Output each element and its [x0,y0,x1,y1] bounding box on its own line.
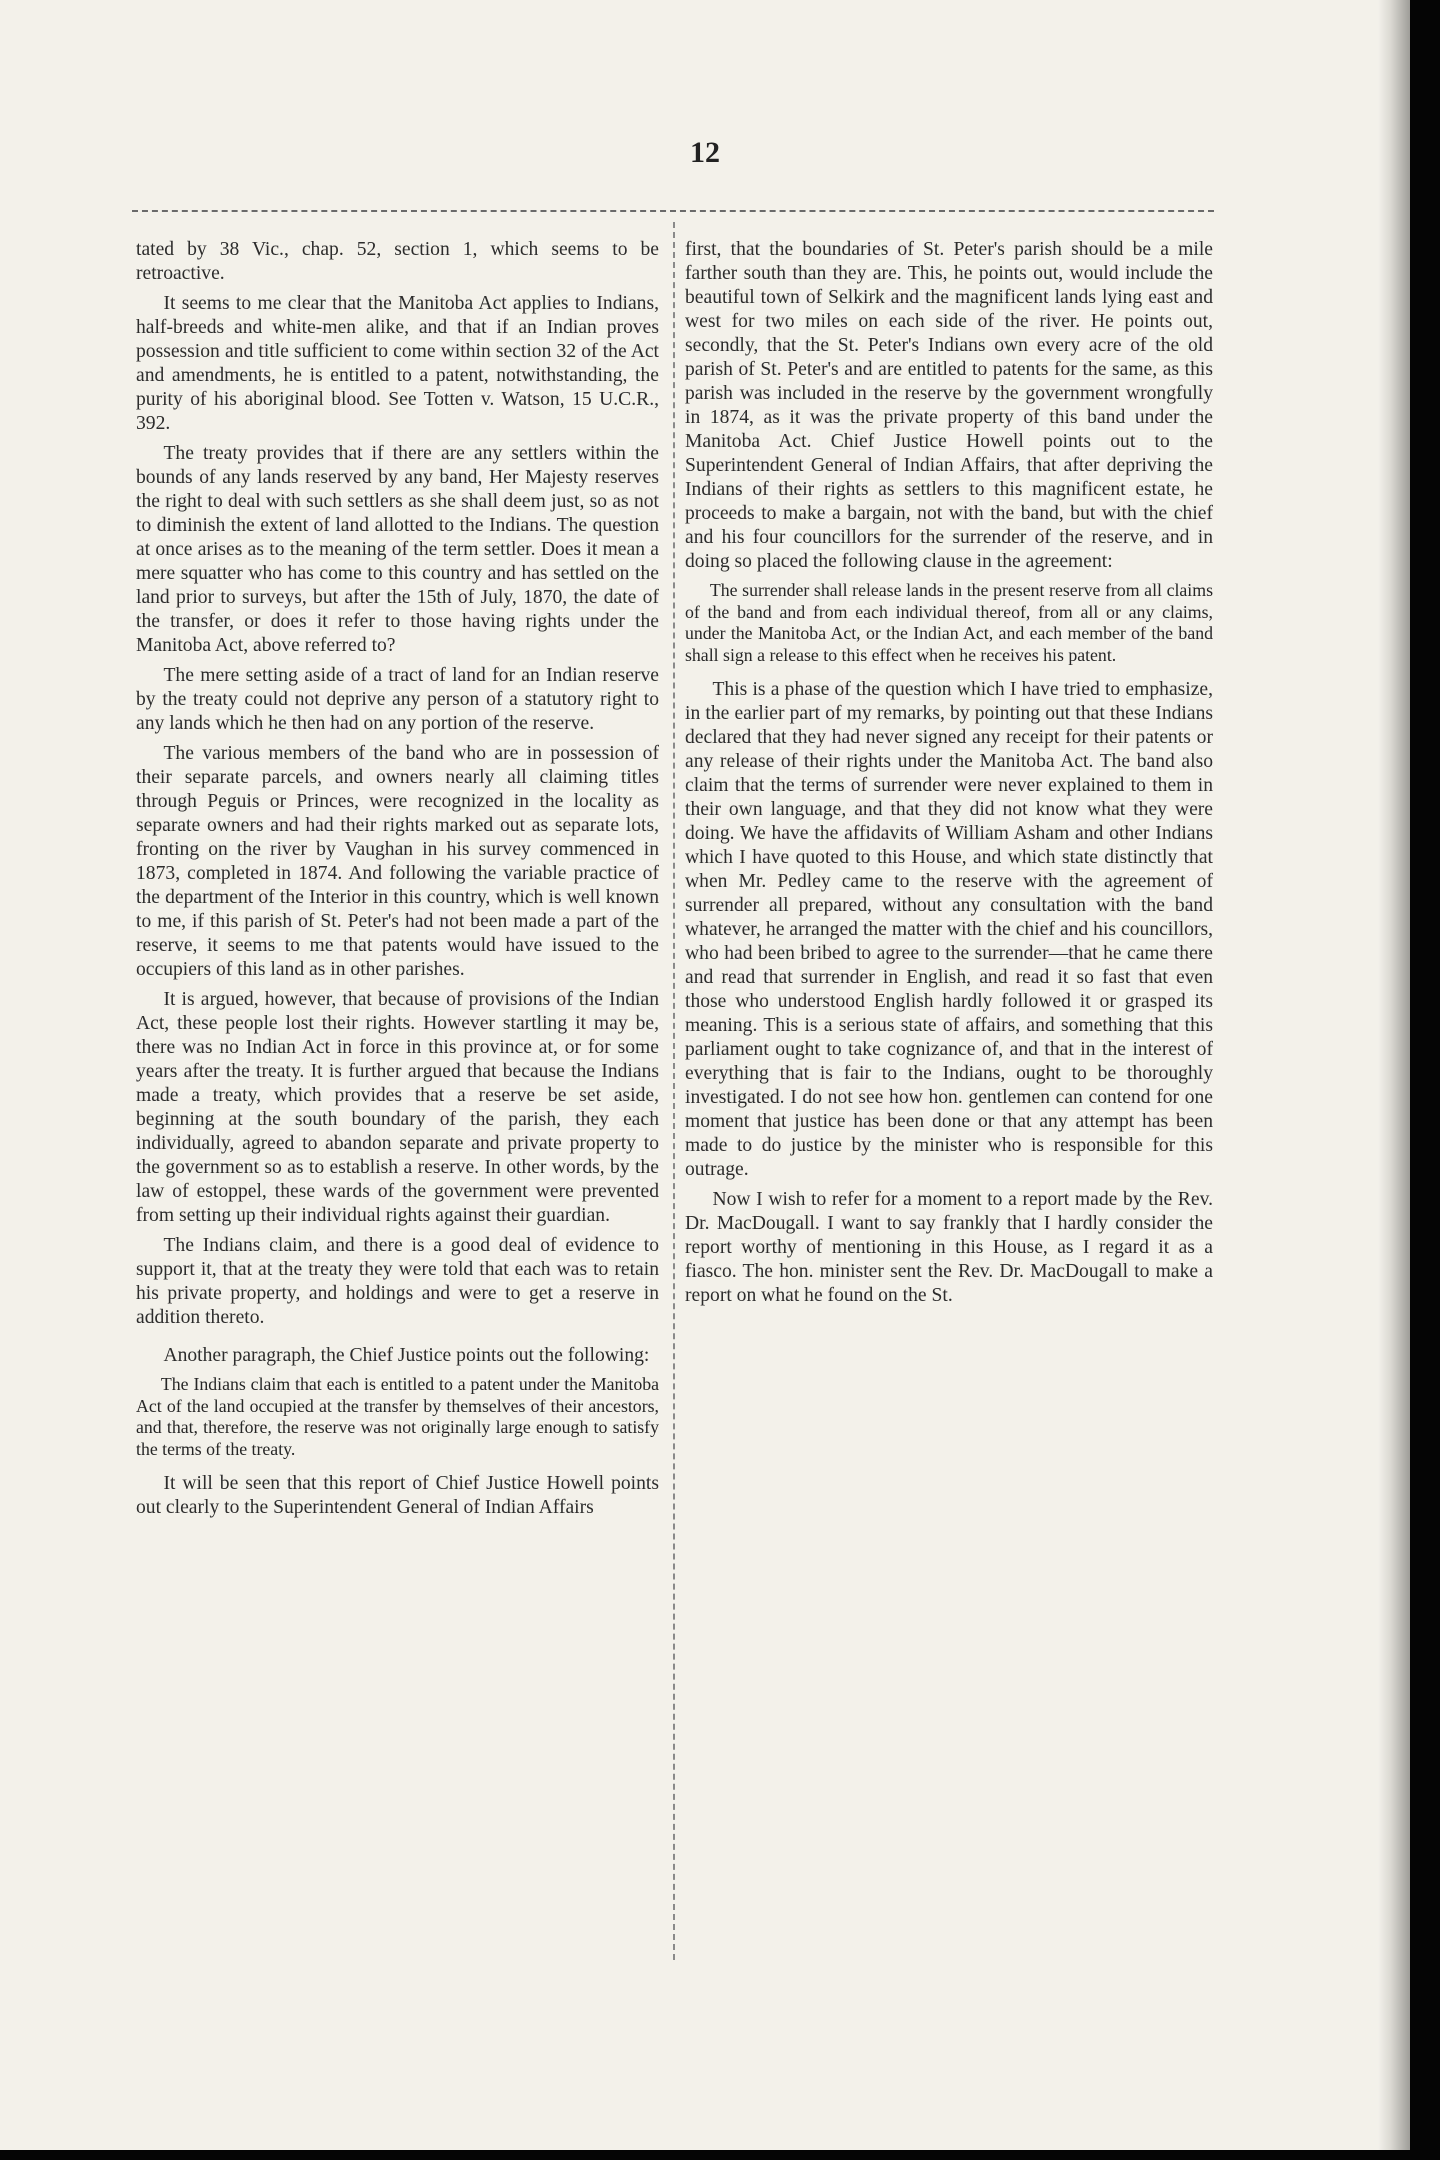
left-paragraph: The mere setting aside of a tract of land for an Indian reserve by the treaty could not deprive any person of a statutory right to any lands which he then had on any portion of the reserve. [136,665,659,734]
left-paragraph: It will be seen that this report of Chief Justice Howell points out clearly to the Superintendent General of Indian Affairs [136,1473,659,1518]
page-number: 12 [690,136,720,169]
binding-spine [1410,0,1440,2160]
left-column [136,238,659,1968]
right-paragraph: Now I wish to refer for a moment to a report made by the Rev. Dr. MacDougall. I want to say frankly that I hardly consider the report worthy of mentioning in this House, as I regard it as a fiasco. The hon. minister sent the Rev. Dr. MacDougall to make a report on what he found on the St. [685,1189,1213,1306]
left-paragraph: Another paragraph, the Chief Justice points out the following: [163,1345,650,1366]
right-paragraph: This is a phase of the question which I have tried to emphasize, in the earlier part of my remarks, by pointing out that these Indians declared that they had never signed any receipt for their patents or any release of their rights under the Manitoba Act. The band also claim that the terms of surrender were never explained to them in their own language, and that they did not know what they were doing. We have the affidavits of William Asham and other Indians which I have quoted to this House, and which state distinctly that when Mr. Pedley came to the reserve with the agreement of surrender all prepared, without any consultation with the band whatever, he arranged the matter with the chief and his councillors, who had been bribed to agree to the surrender—that he came there and read that surrender in English, and read it so fast that even those who understood English hardly followed it or grasped its meaning. This is a serious state of affairs, and something that this parliament ought to take cognizance of, and that in the interest of everything that is fair to the Indians, ought to be thoroughly investigated. I do not see how hon. gentlemen can contend for one moment that justice has been done or that any attempt has been made to do justice by the minister who is responsible for this outrage. [685,679,1213,1180]
left-paragraph: The treaty provides that if there are any settlers within the bounds of any lands reserved by any band, Her Majesty reserves the right to deal with such settlers as she shall deem just, so as not to diminish the extent of land allotted to the Indians. The question at once arises as to the meaning of the term settler. Does it mean a mere squatter who has come to this country and has settled on the land prior to surveys, but after the 15th of July, 1870, the date of the transfer, or does it refer to those having rights under the Manitoba Act, above referred to? [136,443,659,656]
left-quote: The Indians claim that each is entitled to a patent under the Manitoba Act of the land occupied at the transfer by themselves of their ancestors, and that, therefore, the reserve was not originally large enough to satisfy the terms of the treaty. [136,1374,659,1459]
left-paragraph: It seems to me clear that the Manitoba Act applies to Indians, half-breeds and white-men alike, and that if an Indian proves possession and title sufficient to come within section 32 of the Act and amendments, he is entitled to a patent, notwithstanding, the purity of his aboriginal blood. See Totten v. Watson, 15 U.C.R., 392. [136,293,659,434]
left-paragraph: The various members of the band who are in possession of their separate parcels, and owners nearly all claiming titles through Peguis or Princes, were recognized in the locality as separate owners and had their rights marked out as separate lots, fronting on the river by Vaughan in his survey commenced in 1873, completed in 1874. And following the variable practice of the department of the Interior in this country, which is well known to me, if this parish of St. Peter's had not been made a part of the reserve, it seems to me that patents would have issued to the occupiers of this land as in other parishes. [136,743,659,980]
column-divider [673,222,675,1960]
right-paragraph: first, that the boundaries of St. Peter's parish should be a mile farther south than they are. This, he points out, would include the beautiful town of Selkirk and the magnificent lands lying east and west for two miles on each side of the river. He points out, secondly, that the St. Peter's Indians own every acre of the old parish of St. Peter's and are entitled to patents for the same, as this parish was included in the reserve by the government wrongfully in 1874, as it was the private property of this band under the Manitoba Act. Chief Justice Howell points out to the Superintendent General of Indian Affairs, that after depriving the Indians of their rights as settlers to this magnificent estate, he proceeds to make a bargain, not with the band, but with the chief and his four councillors for the surrender of the reserve, and in doing so placed the following clause in the agreement: [685,239,1213,572]
left-paragraph: It is argued, however, that because of provisions of the Indian Act, these people lost their rights. However startling it may be, there was no Indian Act in force in this province at, or for some years after the treaty. It is further argued that because the Indians made a treaty, which provides that a reserve be set aside, beginning at the south boundary of the parish, they each individually, agreed to abandon separate and private property to the government so as to establish a reserve. In other words, by the law of estoppel, these wards of the government were prevented from setting up their individual rights against their guardian. [136,989,659,1226]
right-quote: The surrender shall release lands in the present reserve from all claims of the band and from each individual thereof, from all or any claims, under the Manitoba Act, or the Indian Act, and each member of the band shall sign a release to this effect when he receives his patent. [685,580,1213,665]
page-edge-shadow [1378,0,1410,2150]
right-column [685,238,1213,1968]
scan-border [0,2150,1440,2160]
left-paragraph: The Indians claim, and there is a good deal of evidence to support it, that at the treaty they were told that each was to retain his private property, and holdings and were to get a reserve in addition thereto. [136,1235,659,1328]
left-paragraph: tated by 38 Vic., chap. 52, section 1, which seems to be retroactive. [136,239,659,284]
header-rule [132,210,1214,212]
